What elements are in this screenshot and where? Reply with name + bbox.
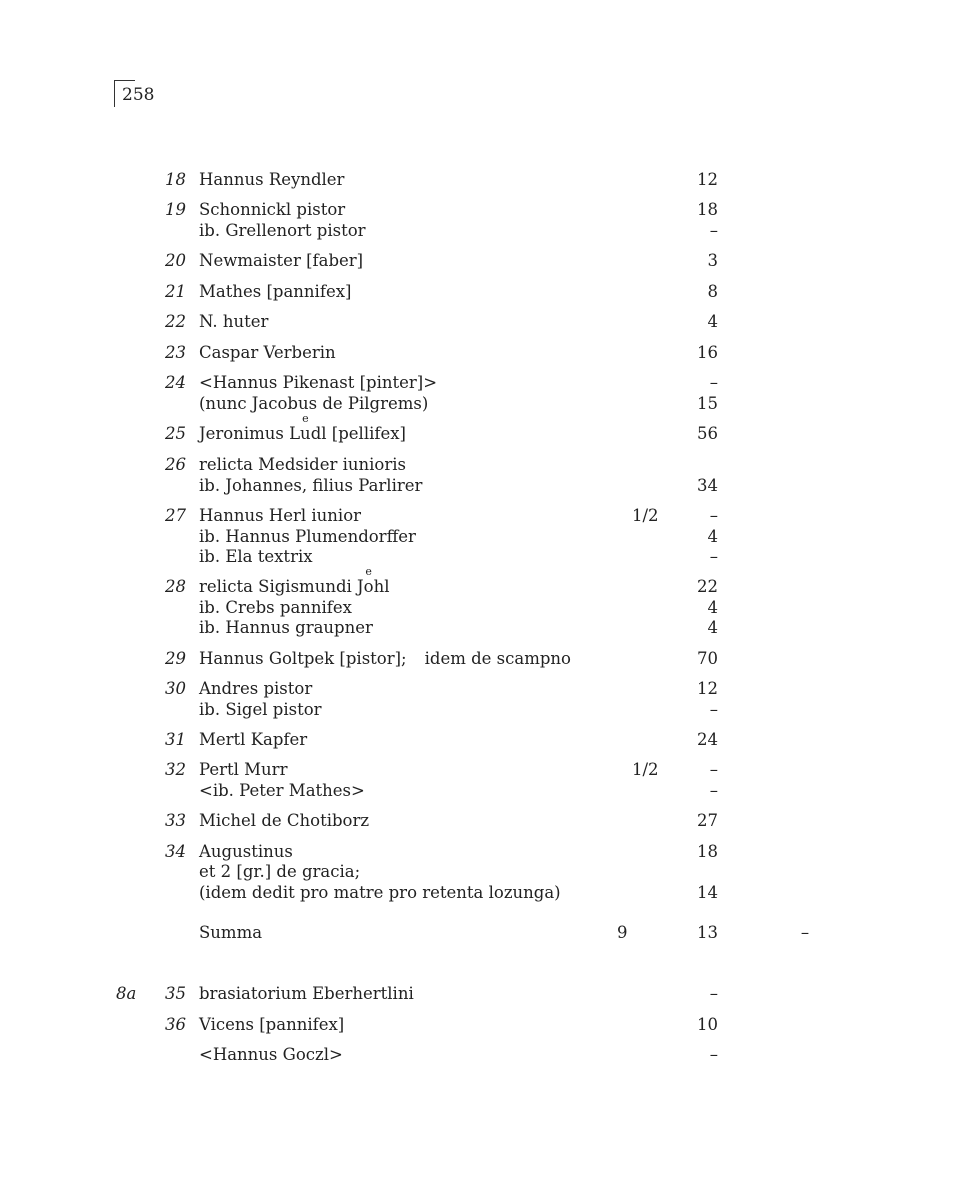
entry-name: Caspar Verberin (199, 343, 336, 362)
entry-value: 18 (697, 842, 718, 861)
folio-marker: 8a (116, 984, 137, 1003)
entry-number: 30 (165, 679, 186, 698)
entry-name: Hannus Reyndler (199, 170, 345, 189)
entry-name: ib. Grellenort pistor (199, 221, 366, 240)
entry-value: – (709, 221, 718, 240)
entry-value: 4 (707, 598, 718, 617)
entry-value: 12 (697, 679, 718, 698)
entry-value: 4 (707, 527, 718, 546)
entry-name: N. huter (199, 312, 269, 331)
entry-number: 29 (165, 649, 186, 668)
entry-name: Vicens [pannifex] (199, 1015, 345, 1034)
entry-name: Jeronimus Lu e dl [pellifex] (199, 412, 406, 443)
entry-value: 4 (707, 618, 718, 637)
entry-name: Newmaister [faber] (199, 251, 364, 270)
entry-name: ib. Johannes, filius Parlirer (199, 476, 423, 495)
entry-number: 27 (165, 506, 186, 525)
entry-name: <ib. Peter Mathes> (199, 781, 365, 800)
summa-count: 9 (617, 923, 628, 942)
entry-number: 20 (165, 251, 186, 270)
entry-name: Schonnickl pistor (199, 200, 346, 219)
entry-note: idem de scampno (424, 649, 571, 668)
entry-value: – (709, 547, 718, 566)
entry-number: 34 (165, 842, 186, 861)
entry-number: 19 (165, 200, 186, 219)
entry-number: 18 (165, 170, 186, 189)
entry-number: 26 (165, 455, 186, 474)
entry-number: 31 (165, 730, 186, 749)
entry-value: 15 (697, 394, 718, 413)
entry-number: 35 (165, 984, 186, 1003)
entry-name: Andres pistor (199, 679, 313, 698)
entry-number: 32 (165, 760, 186, 779)
entry-name: Pertl Murr (199, 760, 288, 779)
entry-value: 3 (707, 251, 718, 270)
entry-name: ib. Ela textrix (199, 547, 313, 566)
entry-value: 8 (707, 282, 718, 301)
entry-value: – (709, 781, 718, 800)
entry-value: – (709, 700, 718, 719)
entry-name: Mathes [pannifex] (199, 282, 352, 301)
entry-name: Augustinus (199, 842, 293, 861)
entry-number: 21 (165, 282, 186, 301)
entry-name: Hannus Herl iunior (199, 506, 362, 525)
entry-value: 4 (707, 312, 718, 331)
entry-name: ib. Crebs pannifex (199, 598, 352, 617)
page-number: 258 (122, 85, 155, 105)
entry-name: Hannus Goltpek [pistor]; idem de scampno (199, 649, 571, 668)
entry-name: ib. Sigel pistor (199, 700, 322, 719)
entry-name: brasiatorium Eberhertlini (199, 984, 414, 1003)
entry-value: – (709, 373, 718, 392)
entry-value: – (709, 1045, 718, 1064)
entry-name: <Hannus Pikenast [pinter]> (199, 373, 438, 392)
entry-number: 36 (165, 1015, 186, 1034)
entry-name: <Hannus Goczl> (199, 1045, 343, 1064)
entry-number: 28 (165, 577, 186, 596)
entry-value: 27 (697, 811, 718, 830)
entry-value: 24 (697, 730, 718, 749)
entry-value: 22 (697, 577, 718, 596)
entry-name: relicta Sigismundi Jo e hl (199, 565, 390, 596)
entry-name: (nunc Jacobus de Pilgrems) (199, 394, 429, 413)
entry-value: 10 (697, 1015, 718, 1034)
entry-value: 34 (697, 476, 718, 495)
summa-dash: – (800, 923, 810, 942)
entry-name: (idem dedit pro matre pro retenta lozunga) (199, 883, 561, 902)
entry-number: 25 (165, 424, 186, 443)
entry-value: 18 (697, 200, 718, 219)
summa-label: Summa (199, 923, 263, 942)
entry-fraction: 1/2 (632, 506, 659, 525)
entry-number: 24 (165, 373, 186, 392)
entry-name: Michel de Chotiborz (199, 811, 370, 830)
entry-number: 23 (165, 343, 186, 362)
entry-value: – (709, 506, 718, 525)
entry-number: 22 (165, 312, 186, 331)
entry-value: – (709, 984, 718, 1003)
summa-value: 13 (697, 923, 718, 942)
entry-fraction: 1/2 (632, 760, 659, 779)
entry-name: Mertl Kapfer (199, 730, 308, 749)
entry-number: 33 (165, 811, 186, 830)
entry-name: ib. Hannus Plumendorffer (199, 527, 416, 546)
entry-name: et 2 [gr.] de gracia; (199, 862, 361, 881)
entry-value: – (709, 760, 718, 779)
entry-name: ib. Hannus graupner (199, 618, 373, 637)
entry-value: 12 (697, 170, 718, 189)
entry-value: 56 (697, 424, 718, 443)
entry-name: relicta Medsider iunioris (199, 455, 406, 474)
entry-value: 16 (697, 343, 718, 362)
entry-value: 14 (697, 883, 718, 902)
entry-value: 70 (697, 649, 718, 668)
